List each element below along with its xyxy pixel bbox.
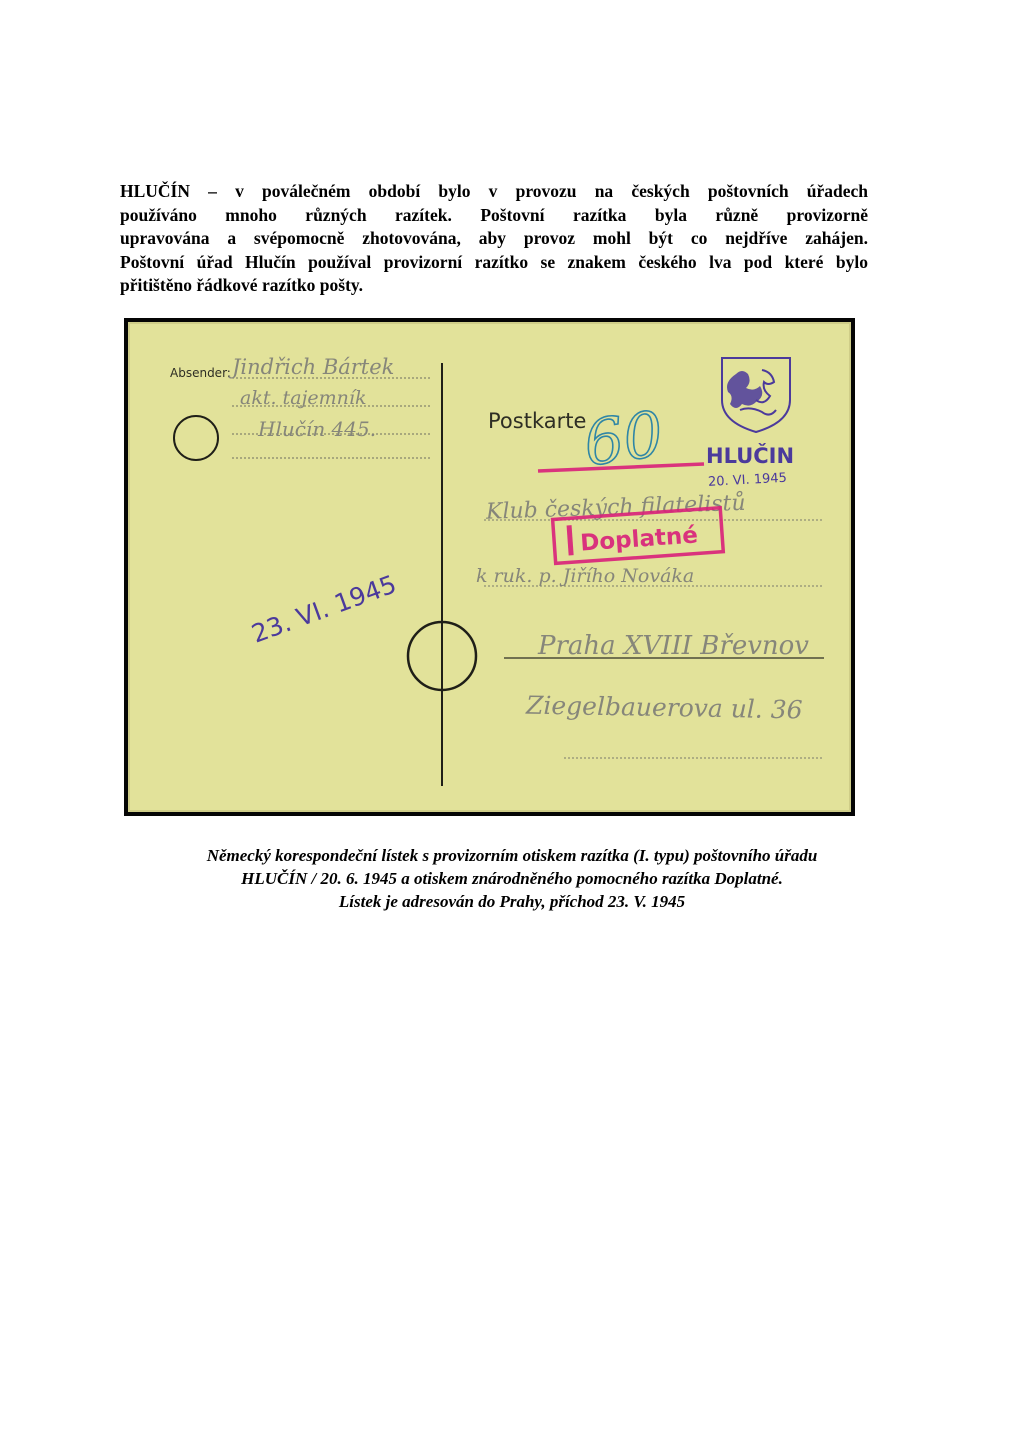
address-line-1: Klub českých filatelistů	[485, 490, 747, 525]
caption-line: HLUČÍN / 20. 6. 1945 a otiskem znárodněného pomocného razítka Doplatné.	[241, 869, 783, 888]
intro-line: Poštovní úřad Hlučín používal provizorní razítko se znakem českého lva pod které bylo	[120, 251, 868, 272]
intro-line: používáno mnoho různých razítek. Poštovní razítka byla různě provizorně	[120, 204, 868, 225]
postkarte-title: Postkarte	[488, 409, 587, 433]
intro-line: přitištěno řádkové razítko pošty.	[120, 275, 364, 295]
caption-line: Německý korespondeční lístek s provizorním otiskem razítka (I. typu) poštovního úřadu	[206, 846, 818, 865]
figure-caption	[100, 844, 924, 913]
caption-line: Lístek je adresován do Prahy, příchod 23. V. 1945	[338, 892, 686, 911]
sender-name: Jindřich Bártek	[232, 355, 395, 379]
absender-label: Absender:	[170, 366, 231, 380]
arrival-date-stamp: 23. VI. 1945	[247, 569, 401, 649]
postage-due-handwritten: 60	[579, 396, 668, 481]
address-line-2: k ruk. p. Jiřího Nováka	[476, 565, 695, 587]
postcard-image	[124, 318, 855, 816]
intro-paragraph	[120, 180, 868, 298]
sender-town: Hlučín 445.	[258, 417, 377, 441]
postcard-image-frame	[124, 318, 855, 816]
intro-line: upravována a svépomocně zhotovována, aby provoz mohl být co nejdříve zahájen.	[120, 228, 868, 248]
intro-line: HLUČÍN – v poválečném období bylo v provozu na českých poštovních úřadech	[120, 181, 868, 201]
address-line-3: Praha XVIII Břevnov	[538, 631, 809, 661]
address-line-4: Ziegelbauerova ul. 36	[525, 690, 803, 725]
postmark-date: 20. VI. 1945	[707, 470, 788, 490]
doplatne-text: Doplatné	[579, 522, 699, 557]
postmark-town: HLUČIN	[706, 444, 795, 468]
sender-title: akt. tajemník	[240, 387, 367, 409]
